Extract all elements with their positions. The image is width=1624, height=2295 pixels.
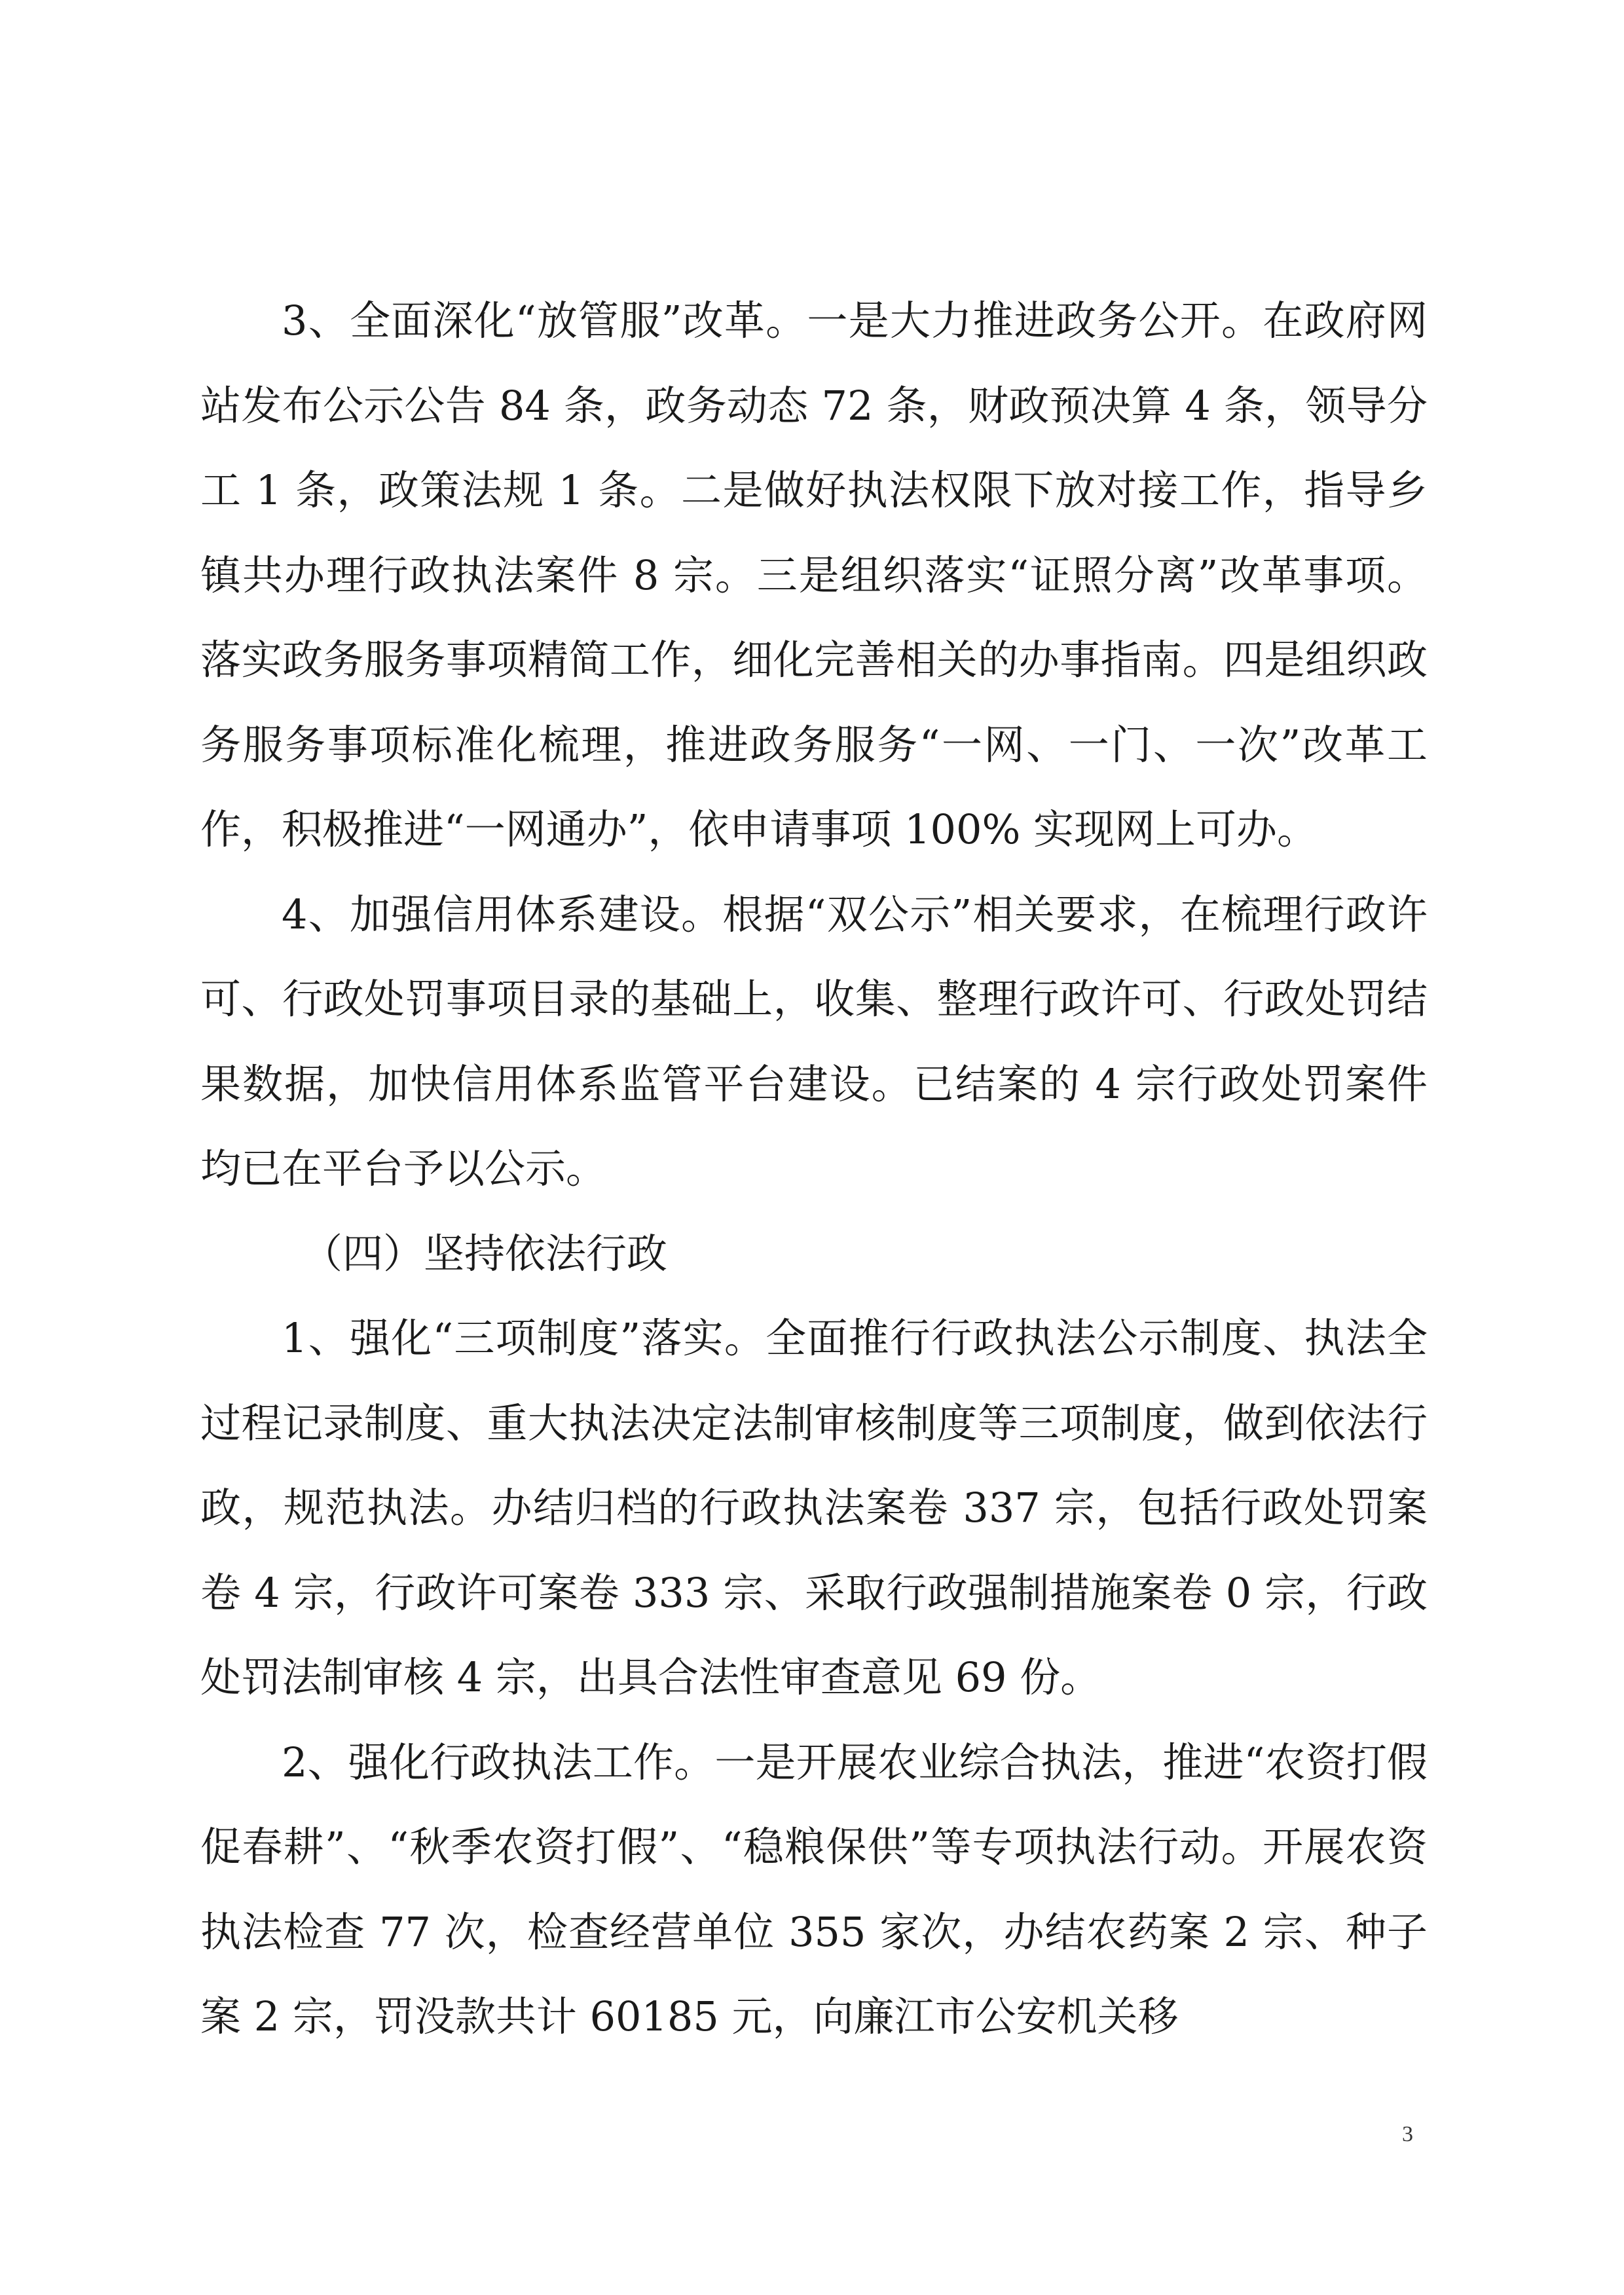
document-body bbox=[200, 278, 1428, 2059]
page-number: 3 bbox=[1402, 2122, 1413, 2146]
paragraph-credit-system: 4、加强信用体系建设。根据“双公示”相关要求，在梳理行政许可、行政处罚事项目录的基础上，收集、整理行政许可、行政处罚结果数据，加快信用体系监管平台建设。已结案的 4 宗行政处罚案件均已在平台予以公示。 bbox=[200, 890, 1428, 1192]
paragraph-reform: 3、全面深化“放管服”改革。一是大力推进政务公开。在政府网站发布公示公告 84 条，政务动态 72 条，财政预决算 4 条，领导分工 1 条，政策法规 1 条。二是做好执法权限下放对接工作，指导乡镇共办理行政执法案件 8 宗。三是组织落实“证照分离”改革事项。落实政务服务事项精简工作，细化完善相关的办事指南。四是组织政务服务事项标准化梳理，推进政务服务“一网、一门、一次”改革工作，积极推进“一网通办”，依申请事项 100% 实现网上可办。 bbox=[200, 297, 1428, 853]
section-heading: （四）坚持依法行政 bbox=[302, 1229, 668, 1277]
paragraph-three-systems: 1、强化“三项制度”落实。全面推行行政执法公示制度、执法全过程记录制度、重大执法决定法制审核制度等三项制度，做到依法行政，规范执法。办结归档的行政执法案卷 337 宗，包括行政处罚案卷 4 宗，行政许可案卷 333 宗、采取行政强制措施案卷 0 宗，行政处罚法制审核 4 宗，出具合法性审查意见 69 份。 bbox=[200, 1314, 1428, 1701]
paragraph-law-enforcement: 2、强化行政执法工作。一是开展农业综合执法，推进“农资打假促春耕”、“秋季农资打假”、“稳粮保供”等专项执法行动。开展农资执法检查 77 次，检查经营单位 355 家次，办结农药案 2 宗、种子案 2 宗，罚没款共计 60185 元，向廉江市公安机关移 bbox=[200, 1738, 1428, 2040]
